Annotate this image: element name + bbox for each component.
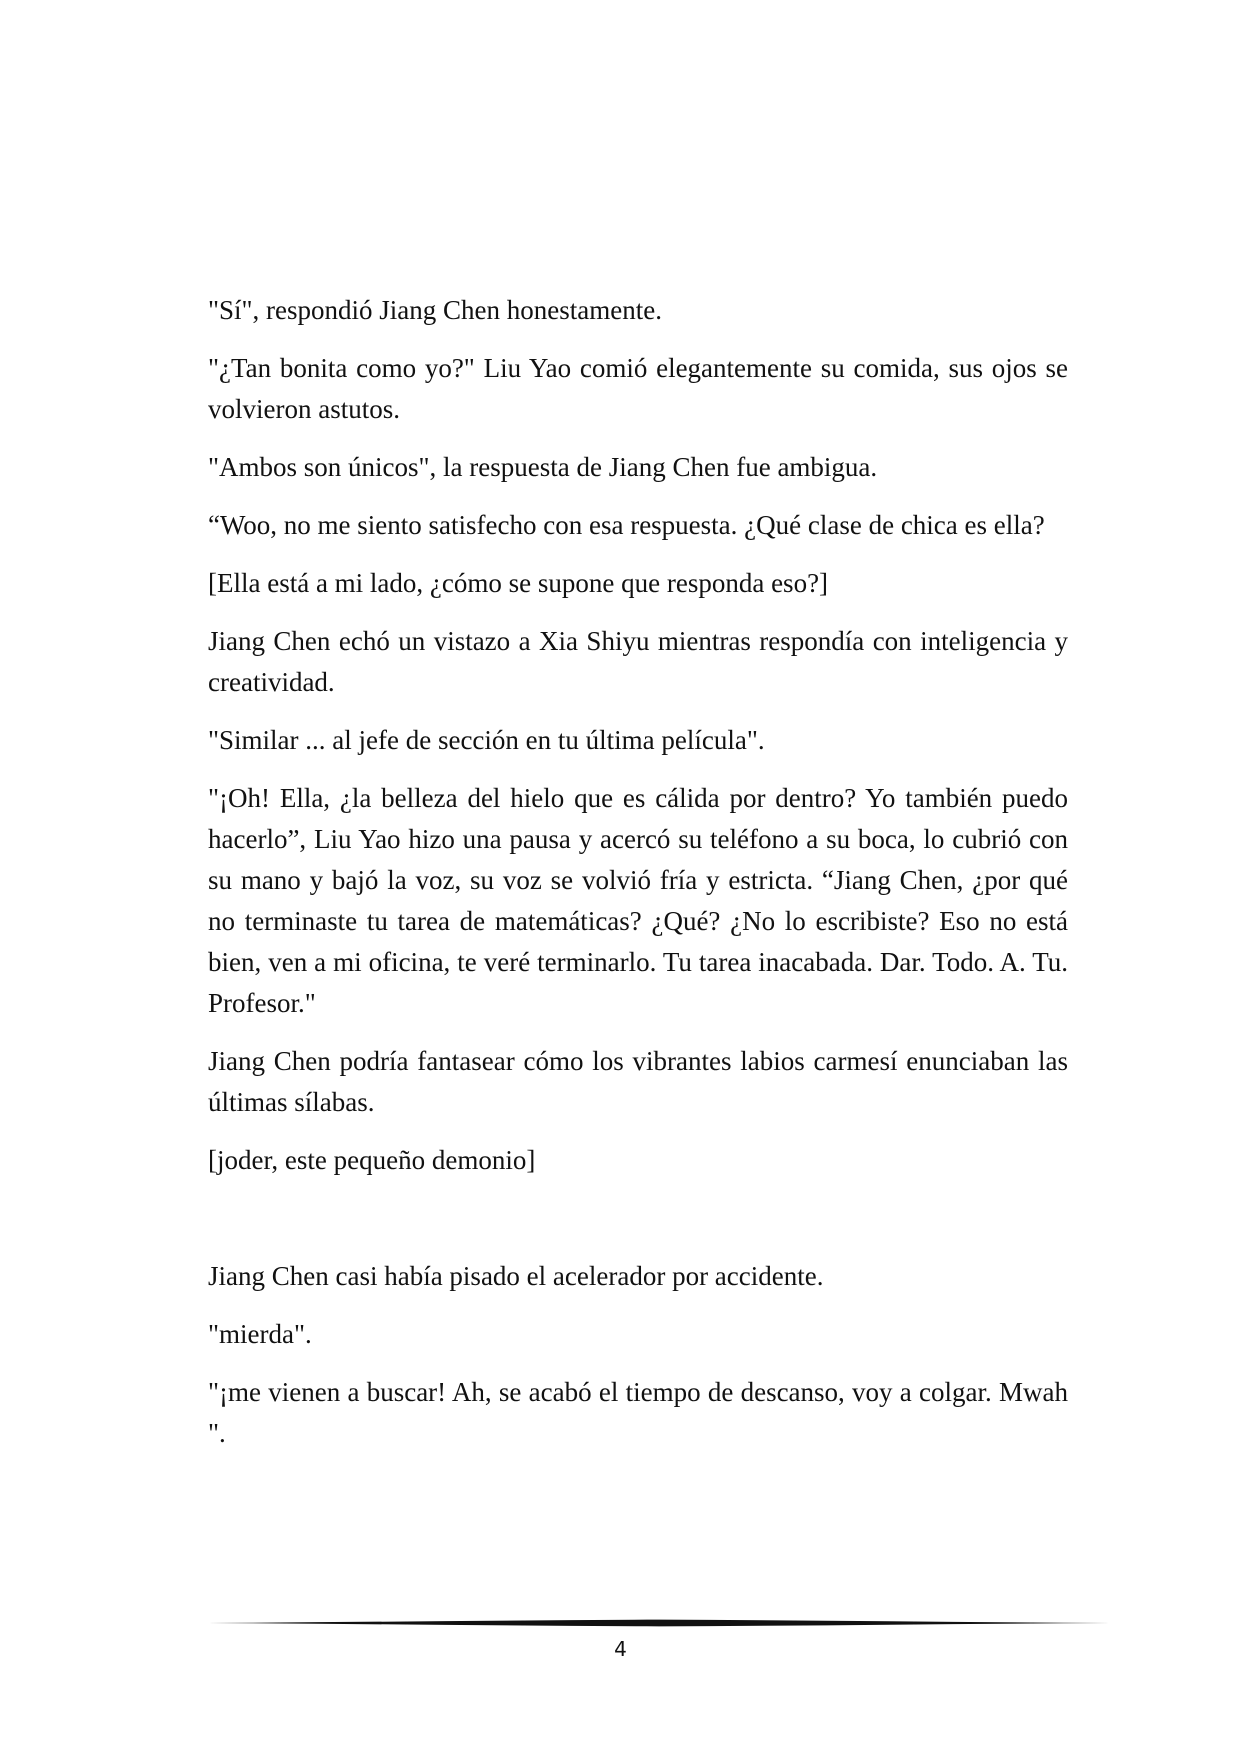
- paragraph-6: Jiang Chen echó un vistazo a Xia Shiyu mientras respondía con inteligencia y creatividad.: [208, 626, 1068, 697]
- paragraph-10: [joder, este pequeño demonio]: [208, 1145, 536, 1175]
- paragraph-11: Jiang Chen casi había pisado el acelerador por accidente.: [208, 1261, 824, 1291]
- paragraph-12: "mierda".: [208, 1319, 312, 1349]
- paragraph-13: "¡me vienen a buscar! Ah, se acabó el tiempo de descanso, voy a colgar. Mwah ".: [208, 1377, 1068, 1448]
- paragraph-5: [Ella está a mi lado, ¿cómo se supone que responda eso?]: [208, 568, 829, 598]
- paragraph-3: "Ambos son únicos", la respuesta de Jiang Chen fue ambigua.: [208, 452, 878, 482]
- footer-divider: [208, 1617, 1110, 1629]
- paragraph-8: "¡Oh! Ella, ¿la belleza del hielo que es cálida por dentro? Yo también puedo hacerlo”, Liu Yao hizo una pausa y acercó su teléfono a su boca, lo cubrió con su mano y bajó la voz, su voz se volvió fría y estricta. “Jiang Chen, ¿por qué no terminaste tu tarea de matemáticas? ¿Qué? ¿No lo escribiste? Eso no está bien, ven a mi oficina, te veré terminarlo. Tu tarea inacabada. Dar. Todo. A. Tu. Profesor.": [208, 783, 1068, 1018]
- page-number: 4: [614, 1637, 627, 1661]
- paragraph-4: “Woo, no me siento satisfecho con esa respuesta. ¿Qué clase de chica es ella?: [208, 510, 1045, 540]
- paragraph-1: "Sí", respondió Jiang Chen honestamente.: [208, 295, 662, 325]
- body-text: [208, 290, 1068, 1471]
- paragraph-2: "¿Tan bonita como yo?" Liu Yao comió elegantemente su comida, sus ojos se volvieron astutos.: [208, 353, 1068, 424]
- paragraph-7: "Similar ... al jefe de sección en tu última película".: [208, 725, 765, 755]
- paragraph-9: Jiang Chen podría fantasear cómo los vibrantes labios carmesí enunciaban las últimas sílabas.: [208, 1046, 1068, 1117]
